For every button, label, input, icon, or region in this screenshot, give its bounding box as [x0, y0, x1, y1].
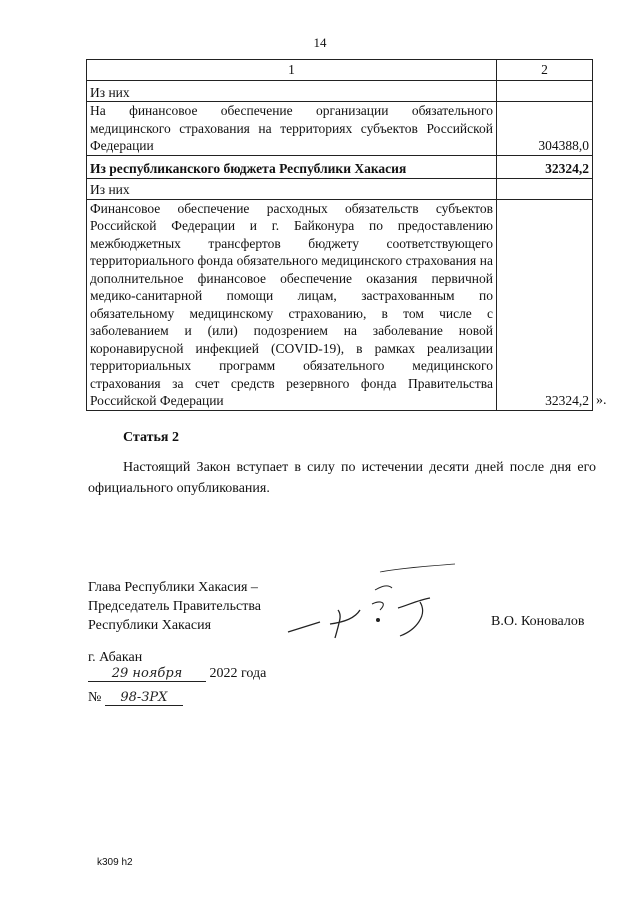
row-value — [497, 81, 593, 102]
law-number — [88, 690, 183, 706]
signatory-name: В.О. Коновалов — [491, 614, 585, 629]
handwritten-number: 98-ЗРХ — [105, 690, 183, 706]
signatory-title — [88, 578, 261, 635]
row-text: Финансовое обеспечение расходных обязательств субъектов Российской Федерации и г. Байконура по предоставлению межбюджетных трансфертов бюджету соответствующего территориального фонда обязательного медицинского страхования на дополнительное финансовое обеспечение оказания первичной медико-санитарной помощи лицам, застрахованным по обязательному медицинскому страхованию, в том числе с заболеванием и (или) подозрением на заболевание новой коронавирусной инфекцией (COVID-19), в рамках реализации территориальных программ обязательного медицинского страхования за счет средств резервного фонда Правительства Российской Федерации — [87, 199, 497, 410]
page-number: 14 — [313, 35, 327, 50]
place: г. Абакан — [88, 650, 143, 665]
signatory-title-line: Глава Республики Хакасия – — [88, 580, 258, 595]
number-sign: № — [88, 690, 102, 705]
article-title: Статья 2 — [123, 430, 179, 445]
closing-quote: ». — [596, 393, 607, 408]
row-text: Из них — [87, 178, 497, 199]
row-text: Из республиканского бюджета Республики Хакасия — [87, 155, 497, 178]
row-value — [497, 178, 593, 199]
handwritten-signature — [280, 560, 460, 650]
table-row — [87, 102, 593, 156]
signatory-title-line: Председатель Правительства — [88, 599, 261, 614]
article-text: Настоящий Закон вступает в силу по истечении десяти дней после дня его официального опубликования. — [88, 460, 596, 496]
header-col-2: 2 — [497, 60, 593, 81]
table-row — [87, 81, 593, 102]
row-value: 32324,2 — [497, 199, 593, 410]
table-header-row — [87, 60, 593, 81]
row-value: 32324,2 — [497, 155, 593, 178]
budget-table — [86, 59, 593, 411]
signatory-title-line: Республики Хакасия — [88, 618, 212, 633]
table-row — [87, 199, 593, 410]
handwritten-date: 29 ноября — [88, 666, 206, 682]
table-row — [87, 178, 593, 199]
table-row — [87, 155, 593, 178]
header-col-1: 1 — [87, 60, 497, 81]
row-text: Из них — [87, 81, 497, 102]
date-line — [88, 666, 266, 682]
row-text: На финансовое обеспечение организации обязательного медицинского страхования на территориях субъектов Российской Федерации — [87, 102, 497, 156]
row-value: 304388,0 — [497, 102, 593, 156]
footer-code: k309 h2 — [97, 857, 133, 868]
date-suffix: 2022 года — [209, 666, 267, 681]
